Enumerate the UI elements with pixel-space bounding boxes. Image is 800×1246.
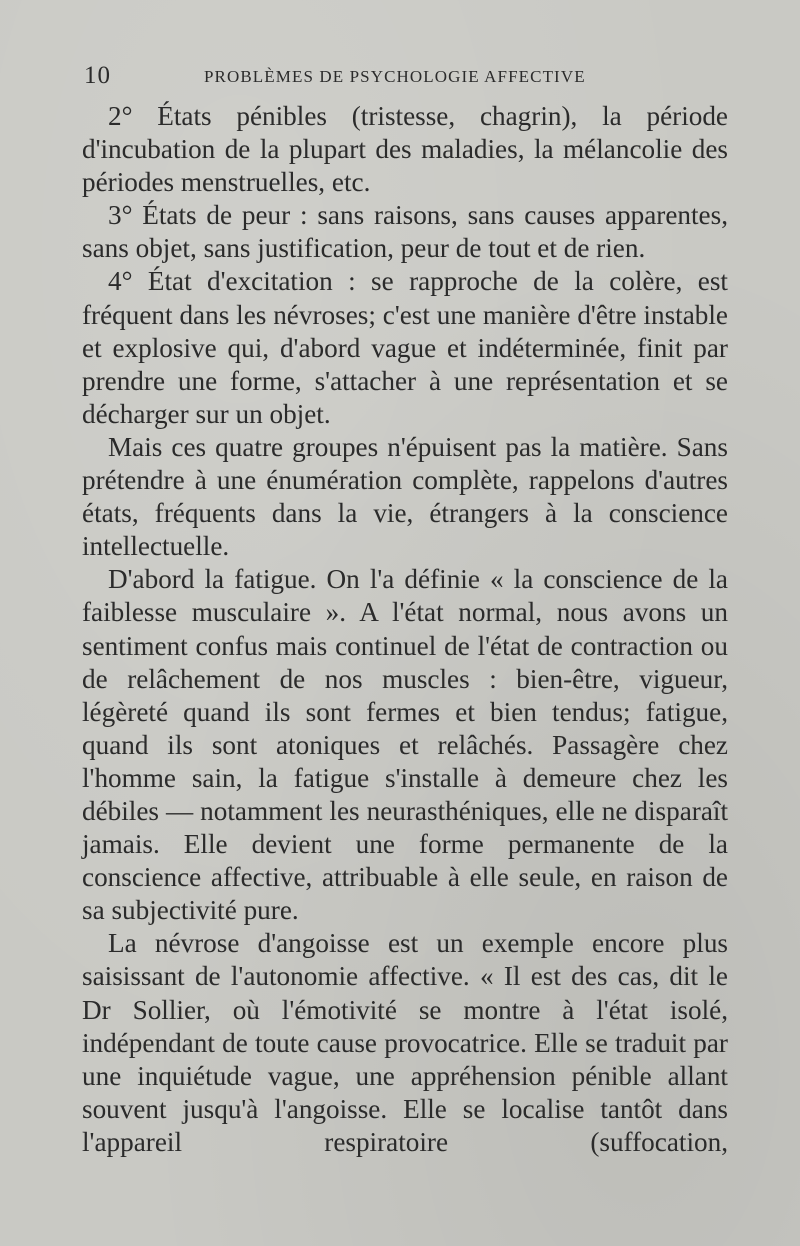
paragraph-four-groups: Mais ces quatre groupes n'épuisent pas la matière. Sans prétendre à une énumération complète, rappelons d'autres états, fréquents dans la vie, étrangers à la conscience intellectuelle. — [82, 431, 728, 562]
paragraph-fear-states: 3° États de peur : sans raisons, sans causes apparentes, sans objet, sans justification, peur de tout et de rien. — [82, 200, 728, 264]
body-text — [82, 100, 728, 1159]
paragraph-anxiety-neurosis: La névrose d'angoisse est un exemple encore plus saisissant de l'autonomie affective. « Il est des cas, dit le Dr Sollier, où l'émotivité se montre à l'état isolé, indépendant de toute cause provocatrice. Elle se traduit par une inquiétude vague, une appréhension pénible allant souvent jusqu'à l'angoisse. Elle se localise tantôt dans l'appareil respiratoire (suffocation, — [82, 928, 728, 1157]
running-header — [84, 62, 734, 92]
paragraph-painful-states: 2° États pénibles (tristesse, chagrin), la période d'incubation de la plupart des maladies, la mélancolie des périodes menstruelles, etc. — [82, 101, 728, 198]
running-title: PROBLÈMES DE PSYCHOLOGIE AFFECTIVE — [204, 67, 586, 86]
paragraph-excitation-state: 4° État d'excitation : se rapproche de la colère, est fréquent dans les névroses; c'est une manière d'être instable et explosive qui, d'abord vague et indéterminée, finit par prendre une forme, s'attacher à une représentation et se décharger sur un objet. — [82, 266, 728, 429]
page-number: 10 — [84, 62, 111, 89]
paragraph-fatigue: D'abord la fatigue. On l'a définie « la conscience de la faiblesse musculaire ». A l'état normal, nous avons un sentiment confus mais continuel de l'état de contraction ou de relâchement de nos muscles : bien-être, vigueur, légèreté quand ils sont fermes et bien tendus; fatigue, quand ils sont atoniques et relâchés. Passagère chez l'homme sain, la fatigue s'installe à demeure chez les débiles — notamment les neurasthéniques, elle ne disparaît jamais. Elle devient une forme permanente de la conscience affective, attribuable à elle seule, en raison de sa subjectivité pure. — [82, 564, 728, 926]
